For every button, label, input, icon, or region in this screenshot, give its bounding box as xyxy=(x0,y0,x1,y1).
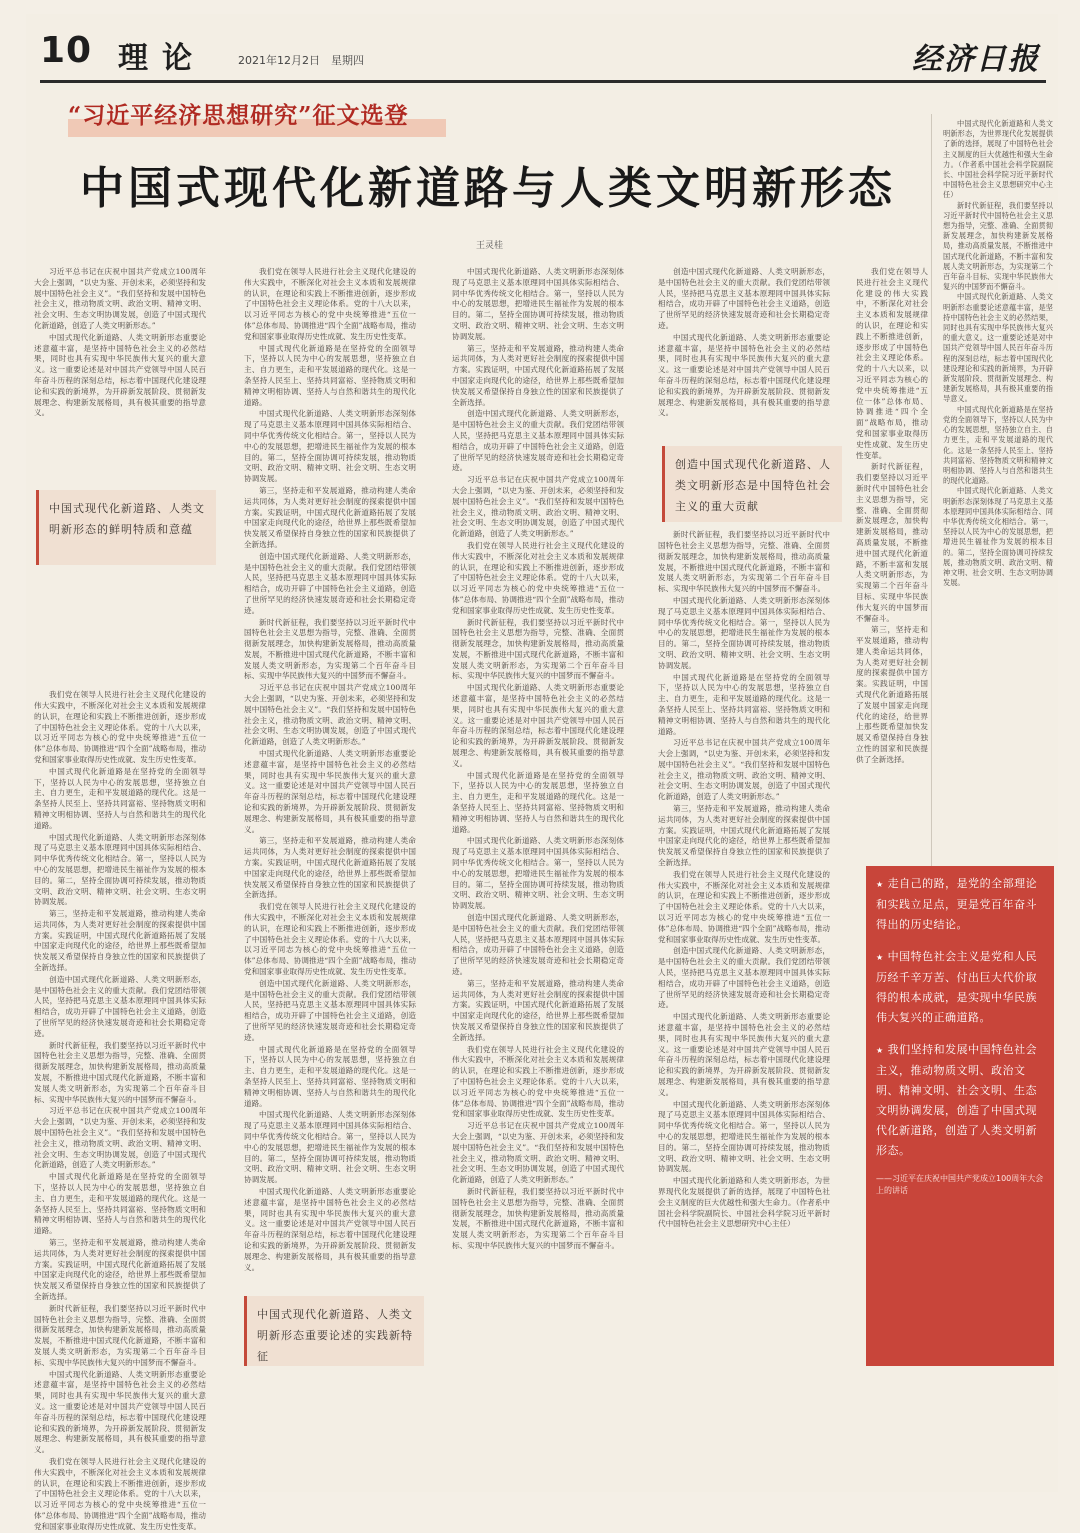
paragraph: 第三，坚持走和平发展道路，推动构建人类命运共同体，为人类对更好社会制度的探索提供中国方案。实践证明，中国式现代化新道路拓展了发展中国家走向现代化的途径，给世界上那些既希望加快发展又希望保持自身独立性的国家和民族提供了全新选择。 xyxy=(452,978,624,1042)
side-paragraph: 中国式现代化新道路和人类文明新形态，为世界现代化发展提供了新的选择，展现了中国特色社会主义制度的巨大优越性和强大生命力。（作者系中国社会科学院副院长、中国社会科学院习近平新时代中国特色社会主义思想研究中心主任） xyxy=(943,119,1053,200)
paragraph: 我们党在领导人民进行社会主义现代化建设的伟大实践中，不断深化对社会主义本质和发展规律的认识，在理论和实践上不断推进创新，逐步形成了中国特色社会主义理论体系。党的十八大以来，以习近平同志为核心的党中央统筹推进“五位一体”总体布局、协调推进“四个全面”战略布局，推动党和国家事业取得历史性成就、发生历史性变革。 xyxy=(856,267,928,460)
pull-quote: ★ 我们坚持和发展中国特色社会主义，推动物质文明、政治文明、精神文明、社会文明、生态文明协调发展，创造了中国式现代化新道路，创造了人类文明新形态。 xyxy=(876,1043,1038,1157)
paragraph: 习近平总书记在庆祝中国共产党成立100周年大会上强调，“以史为鉴、开创未来，必须坚持和发展中国特色社会主义”。“我们坚持和发展中国特色社会主义，推动物质文明、政治文明、精神文明、社会文明、生态文明协调发展，创造了中国式现代化新道路，创造了人类文明新形态。” xyxy=(658,738,830,802)
subhead-text: 创造中国式现代化新道路、人类文明新形态是中国特色社会主义的重大贡献 xyxy=(675,458,831,513)
pull-quote: ★ 中国特色社会主义是党和人民历经千辛万苦、付出巨大代价取得的根本成就，是实现中华民族伟大复兴的正确道路。 xyxy=(876,950,1038,1024)
side-paragraph: 中国式现代化新道路、人类文明新形态深刻体现了马克思主义基本原理同中国具体实际相结合、同中华优秀传统文化相结合。第一，坚持以人民为中心的发展思想，把增进民生福祉作为发展的根本目的。第二，坚持全面协调可持续发展，推动物质文明、政治文明、精神文明、社会文明、生态文明协调发展。 xyxy=(943,486,1053,588)
paragraph: 中国式现代化新道路是在坚持党的全面领导下，坚持以人民为中心的发展思想，坚持独立自主、自力更生，走和平发展道路的现代化。这是一条坚持人民至上、坚持共同富裕、坚持物质文明和精神文明相协调、坚持人与自然和谐共生的现代化道路。 xyxy=(658,672,830,736)
paragraph: 创造中国式现代化新道路、人类文明新形态，是中国特色社会主义的重大贡献。我们党团结带领人民，坚持把马克思主义基本原理同中国具体实际相结合，成功开辟了中国特色社会主义道路，创造了世所罕见的经济快速发展奇迹和社会长期稳定奇迹。 xyxy=(452,913,624,976)
side-paragraph: 新时代新征程，我们要坚持以习近平新时代中国特色社会主义思想为指导，完整、准确、全面贯彻新发展理念，加快构建新发展格局，推动高质量发展，不断推进中国式现代化新道路，不断丰富和发展人类文明新形态，为实现第二个百年奋斗目标、实现中华民族伟大复兴的中国梦而不懈奋斗。 xyxy=(943,200,1053,292)
paragraph: 中国式现代化新道路、人类文明新形态重要论述意蕴丰富，是坚持中国特色社会主义的必然结果，同时也具有实现中华民族伟大复兴的重大意义。这一重要论述是对中国共产党领导中国人民百年奋斗历程的深刻总结，标志着中国现代化建设理论和实践的新境界，为开辟新发展阶段、贯彻新发展理念、构建新发展格局，具有极其重要的指导意义。 xyxy=(658,332,830,418)
paragraph: 中国式现代化新道路、人类文明新形态重要论述意蕴丰富，是坚持中国特色社会主义的必然结果，同时也具有实现中华民族伟大复兴的重大意义。这一重要论述是对中国共产党领导中国人民百年奋斗历程的深刻总结，标志着中国现代化建设理论和实践的新境界，为开辟新发展阶段、贯彻新发展理念、构建新发展格局，具有极其重要的指导意义。 xyxy=(34,1369,206,1455)
paragraph: 创造中国式现代化新道路、人类文明新形态，是中国特色社会主义的重大贡献。我们党团结带领人民，坚持把马克思主义基本原理同中国具体实际相结合，成功开辟了中国特色社会主义道路，创造了世所罕见的经济快速发展奇迹和社会长期稳定奇迹。 xyxy=(452,409,624,473)
paragraph: 新时代新征程，我们要坚持以习近平新时代中国特色社会主义思想为指导，完整、准确、全面贯彻新发展理念，加快构建新发展格局，推动高质量发展，不断推进中国式现代化新道路，不断丰富和发展人类文明新形态，为实现第二个百年奋斗目标、实现中华民族伟大复兴的中国梦而不懈奋斗。 xyxy=(452,1186,624,1250)
subhead-text: 中国式现代化新道路、人类文明新形态重要论述的实践新特征 xyxy=(257,1308,413,1363)
author-byline: 王灵桂 xyxy=(476,241,504,251)
paragraph: 中国式现代化新道路、人类文明新形态深刻体现了马克思主义基本原理同中国具体实际相结合、同中华优秀传统文化相结合。第一，坚持以人民为中心的发展思想，把增进民生福祉作为发展的根本目的。第二，坚持全面协调可持续发展，推动物质文明、政治文明、精神文明、社会文明、生态文明协调发展。 xyxy=(452,267,624,341)
paragraph: 中国式现代化新道路、人类文明新形态重要论述意蕴丰富，是坚持中国特色社会主义的必然结果，同时也具有实现中华民族伟大复兴的重大意义。这一重要论述是对中国共产党领导中国人民百年奋斗历程的深刻总结，标志着中国现代化建设理论和实践的新境界，为开辟新发展阶段、贯彻新发展理念、构建新发展格局，具有极其重要的指导意义。 xyxy=(244,1186,416,1272)
subhead-text: 中国式现代化新道路、人类文明新形态的鲜明特质和意蕴 xyxy=(49,502,205,536)
paragraph: 第三，坚持走和平发展道路，推动构建人类命运共同体，为人类对更好社会制度的探索提供中国方案。实践证明，中国式现代化新道路拓展了发展中国家走向现代化的途径，给世界上那些既希望加快发展又希望保持自身独立性的国家和民族提供了全新选择。 xyxy=(34,909,206,973)
paragraph: 中国式现代化新道路、人类文明新形态深刻体现了马克思主义基本原理同中国具体实际相结合、同中华优秀传统文化相结合。第一，坚持以人民为中心的发展思想，把增进民生福祉作为发展的根本目的。第二，坚持全面协调可持续发展，推动物质文明、政治文明、精神文明、社会文明、生态文明协调发展。 xyxy=(658,1099,830,1174)
page-number: 10 xyxy=(40,30,93,71)
paragraph: 中国式现代化新道路、人类文明新形态重要论述意蕴丰富，是坚持中国特色社会主义的必然结果，同时也具有实现中华民族伟大复兴的重大意义。这一重要论述是对中国共产党领导中国人民百年奋斗历程的深刻总结，标志着中国现代化建设理论和实践的新境界，为开辟新发展阶段、贯彻新发展理念、构建新发展格局，具有极其重要的指导意义。 xyxy=(244,749,416,834)
article-header xyxy=(46,90,930,256)
paragraph: 我们党在领导人民进行社会主义现代化建设的伟大实践中，不断深化对社会主义本质和发展规律的认识，在理论和实践上不断推进创新，逐步形成了中国特色社会主义理论体系。党的十八大以来，以习近平同志为核心的党中央统筹推进“五位一体”总体布局、协调推进“四个全面”战略布局，推动党和国家事业取得历史性成就、发生历史性变革。 xyxy=(244,902,416,976)
paragraph: 新时代新征程，我们要坚持以习近平新时代中国特色社会主义思想为指导，完整、准确、全面贯彻新发展理念，加快构建新发展格局，推动高质量发展，不断推进中国式现代化新道路，不断丰富和发展人类文明新形态，为实现第二个百年奋斗目标、实现中华民族伟大复兴的中国梦而不懈奋斗。 xyxy=(856,462,928,623)
subhead-box-3 xyxy=(662,446,842,522)
paragraph: 中国式现代化新道路、人类文明新形态重要论述意蕴丰富，是坚持中国特色社会主义的必然结果，同时也具有实现中华民族伟大复兴的重大意义。这一重要论述是对中国共产党领导中国人民百年奋斗历程的深刻总结，标志着中国现代化建设理论和实践的新境界，为开辟新发展阶段、贯彻新发展理念、构建新发展格局，具有极其重要的指导意义。 xyxy=(452,683,624,768)
paragraph: 习近平总书记在庆祝中国共产党成立100周年大会上强调，“以史为鉴、开创未来，必须坚持和发展中国特色社会主义”。“我们坚持和发展中国特色社会主义，推动物质文明、政治文明、精神文明、社会文明、生态文明协调发展，创造了中国式现代化新道路，创造了人类文明新形态。” xyxy=(452,1121,624,1185)
issue-date: 2021年12月2日 星期四 xyxy=(238,54,364,67)
paragraph: 第三，坚持走和平发展道路，推动构建人类命运共同体，为人类对更好社会制度的探索提供中国方案。实践证明，中国式现代化新道路拓展了发展中国家走向现代化的途径，给世界上那些既希望加快发展又希望保持自身独立性的国家和民族提供了全新选择。 xyxy=(658,804,830,868)
paragraph: 我们党在领导人民进行社会主义现代化建设的伟大实践中，不断深化对社会主义本质和发展规律的认识，在理论和实践上不断推进创新，逐步形成了中国特色社会主义理论体系。党的十八大以来，以习近平同志为核心的党中央统筹推进“五位一体”总体布局、协调推进“四个全面”战略布局，推动党和国家事业取得历史性成就、发生历史性变革。 xyxy=(452,540,624,615)
paragraph: 中国式现代化新道路、人类文明新形态深刻体现了马克思主义基本原理同中国具体实际相结合、同中华优秀传统文化相结合。第一，坚持以人民为中心的发展思想，把增进民生福祉作为发展的根本目的。第二，坚持全面协调可持续发展，推动物质文明、政治文明、精神文明、社会文明、生态文明协调发展。 xyxy=(244,409,416,484)
side-paragraph: 中国式现代化新道路是在坚持党的全面领导下，坚持以人民为中心的发展思想，坚持独立自主、自力更生，走和平发展道路的现代化。这是一条坚持人民至上、坚持共同富裕、坚持物质文明和精神文明相协调、坚持人与自然和谐共生的现代化道路。 xyxy=(943,404,1053,486)
paragraph: 创造中国式现代化新道路、人类文明新形态，是中国特色社会主义的重大贡献。我们党团结带领人民，坚持把马克思主义基本原理同中国具体实际相结合，成功开辟了中国特色社会主义道路，创造了世所罕见的经济快速发展奇迹和社会长期稳定奇迹。 xyxy=(658,946,830,1010)
paragraph: 中国式现代化新道路是在坚持党的全面领导下，坚持以人民为中心的发展思想，坚持独立自主、自力更生，走和平发展道路的现代化。这是一条坚持人民至上、坚持共同富裕、坚持物质文明和精神文明相协调、坚持人与自然和谐共生的现代化道路。 xyxy=(34,766,206,830)
pull-quote-box xyxy=(866,866,1054,1366)
star-icon: ★ xyxy=(876,1046,884,1055)
paragraph: 中国式现代化新道路是在坚持党的全面领导下，坚持以人民为中心的发展思想，坚持独立自主、自力更生，走和平发展道路的现代化。这是一条坚持人民至上、坚持共同富裕、坚持物质文明和精神文明相协调、坚持人与自然和谐共生的现代化道路。 xyxy=(244,1044,416,1108)
series-title: “习近平经济思想研究”征文选登 xyxy=(68,97,446,137)
star-icon: ★ xyxy=(876,880,884,889)
paragraph: 第三，坚持走和平发展道路，推动构建人类命运共同体，为人类对更好社会制度的探索提供中国方案。实践证明，中国式现代化新道路拓展了发展中国家走向现代化的途径，给世界上那些既希望加快发展又希望保持自身独立性的国家和民族提供了全新选择。 xyxy=(856,625,928,764)
masthead xyxy=(40,30,1046,83)
paragraph: 中国式现代化新道路、人类文明新形态深刻体现了马克思主义基本原理同中国具体实际相结合、同中华优秀传统文化相结合。第一，坚持以人民为中心的发展思想，把增进民生福祉作为发展的根本目的。第二，坚持全面协调可持续发展，推动物质文明、政治文明、精神文明、社会文明、生态文明协调发展。 xyxy=(658,595,830,670)
paragraph: 中国式现代化新道路、人类文明新形态深刻体现了马克思主义基本原理同中国具体实际相结合、同中华优秀传统文化相结合。第一，坚持以人民为中心的发展思想，把增进民生福祉作为发展的根本目的。第二，坚持全面协调可持续发展，推动物质文明、政治文明、精神文明、社会文明、生态文明协调发展。 xyxy=(244,1110,416,1185)
paragraph: 新时代新征程，我们要坚持以习近平新时代中国特色社会主义思想为指导，完整、准确、全面贯彻新发展理念，加快构建新发展格局，推动高质量发展，不断推进中国式现代化新道路，不断丰富和发展人类文明新形态，为实现第二个百年奋斗目标、实现中华民族伟大复兴的中国梦而不懈奋斗。 xyxy=(658,530,830,594)
paragraph: 习近平总书记在庆祝中国共产党成立100周年大会上强调，“以史为鉴、开创未来，必须坚持和发展中国特色社会主义”。“我们坚持和发展中国特色社会主义，推动物质文明、政治文明、精神文明、社会文明、生态文明协调发展，创造了中国式现代化新道路，创造了人类文明新形态。” xyxy=(452,475,624,539)
paragraph: 我们党在领导人民进行社会主义现代化建设的伟大实践中，不断深化对社会主义本质和发展规律的认识，在理论和实践上不断推进创新，逐步形成了中国特色社会主义理论体系。党的十八大以来，以习近平同志为核心的党中央统筹推进“五位一体”总体布局、协调推进“四个全面”战略布局，推动党和国家事业取得历史性成就、发生历史性变革。 xyxy=(34,1456,206,1531)
paragraph: 第三，坚持走和平发展道路，推动构建人类命运共同体，为人类对更好社会制度的探索提供中国方案。实践证明，中国式现代化新道路拓展了发展中国家走向现代化的途径，给世界上那些既希望加快发展又希望保持自身独立性的国家和民族提供了全新选择。 xyxy=(452,343,624,407)
paragraph: 新时代新征程，我们要坚持以习近平新时代中国特色社会主义思想为指导，完整、准确、全面贯彻新发展理念，加快构建新发展格局，推动高质量发展，不断推进中国式现代化新道路，不断丰富和发展人类文明新形态，为实现第二个百年奋斗目标、实现中华民族伟大复兴的中国梦而不懈奋斗。 xyxy=(34,1303,206,1367)
paragraph: 创造中国式现代化新道路、人类文明新形态，是中国特色社会主义的重大贡献。我们党团结带领人民，坚持把马克思主义基本原理同中国具体实际相结合，成功开辟了中国特色社会主义道路，创造了世所罕见的经济快速发展奇迹和社会长期稳定奇迹。 xyxy=(244,978,416,1042)
pull-quote: ★ 走自己的路，是党的全部理论和实践立足点，更是党百年奋斗得出的历史结论。 xyxy=(876,877,1038,931)
paragraph: 习近平总书记在庆祝中国共产党成立100周年大会上强调，“以史为鉴、开创未来，必须坚持和发展中国特色社会主义”。“我们坚持和发展中国特色社会主义，推动物质文明、政治文明、精神文明、社会文明、生态文明协调发展，创造了中国式现代化新道路，创造了人类文明新形态。” xyxy=(34,1106,206,1170)
paragraph: 创造中国式现代化新道路、人类文明新形态，是中国特色社会主义的重大贡献。我们党团结带领人民，坚持把马克思主义基本原理同中国具体实际相结合，成功开辟了中国特色社会主义道路，创造了世所罕见的经济快速发展奇迹和社会长期稳定奇迹。 xyxy=(34,974,206,1038)
paragraph: 中国式现代化新道路和人类文明新形态，为世界现代化发展提供了新的选择，展现了中国特色社会主义制度的巨大优越性和强大生命力。（作者系中国社会科学院副院长、中国社会科学院习近平新时代中国特色社会主义思想研究中心主任） xyxy=(658,1176,830,1229)
text-column-3 xyxy=(452,267,624,1489)
paragraph: 创造中国式现代化新道路、人类文明新形态，是中国特色社会主义的重大贡献。我们党团结带领人民，坚持把马克思主义基本原理同中国具体实际相结合，成功开辟了中国特色社会主义道路，创造了世所罕见的经济快速发展奇迹和社会长期稳定奇迹。 xyxy=(658,267,830,330)
paragraph: 中国式现代化新道路是在坚持党的全面领导下，坚持以人民为中心的发展思想，坚持独立自主、自力更生，走和平发展道路的现代化。这是一条坚持人民至上、坚持共同富裕、坚持物质文明和精神文明相协调、坚持人与自然和谐共生的现代化道路。 xyxy=(244,343,416,407)
paragraph: 中国式现代化新道路、人类文明新形态深刻体现了马克思主义基本原理同中国具体实际相结合、同中华优秀传统文化相结合。第一，坚持以人民为中心的发展思想，把增进民生福祉作为发展的根本目的。第二，坚持全面协调可持续发展，推动物质文明、政治文明、精神文明、社会文明、生态文明协调发展。 xyxy=(34,832,206,907)
paragraph: 我们党在领导人民进行社会主义现代化建设的伟大实践中，不断深化对社会主义本质和发展规律的认识，在理论和实践上不断推进创新，逐步形成了中国特色社会主义理论体系。党的十八大以来，以习近平同志为核心的党中央统筹推进“五位一体”总体布局、协调推进“四个全面”战略布局，推动党和国家事业取得历史性成就、发生历史性变革。 xyxy=(244,267,416,341)
section-name: 理论 xyxy=(118,41,206,76)
paragraph: 中国式现代化新道路是在坚持党的全面领导下，坚持以人民为中心的发展思想，坚持独立自主、自力更生，走和平发展道路的现代化。这是一条坚持人民至上、坚持共同富裕、坚持物质文明和精神文明相协调、坚持人与自然和谐共生的现代化道路。 xyxy=(452,770,624,834)
text-column-5 xyxy=(856,267,928,867)
subhead-box-1 xyxy=(36,490,216,565)
paragraph: 我们党在领导人民进行社会主义现代化建设的伟大实践中，不断深化对社会主义本质和发展规律的认识，在理论和实践上不断推进创新，逐步形成了中国特色社会主义理论体系。党的十八大以来，以习近平同志为核心的党中央统筹推进“五位一体”总体布局、协调推进“四个全面”战略布局，推动党和国家事业取得历史性成就、发生历史性变革。 xyxy=(452,1044,624,1119)
paragraph: 新时代新征程，我们要坚持以习近平新时代中国特色社会主义思想为指导，完整、准确、全面贯彻新发展理念，加快构建新发展格局，推动高质量发展，不断推进中国式现代化新道路，不断丰富和发展人类文明新形态，为实现第二个百年奋斗目标、实现中华民族伟大复兴的中国梦而不懈奋斗。 xyxy=(34,1040,206,1104)
paragraph: 中国式现代化新道路、人类文明新形态深刻体现了马克思主义基本原理同中国具体实际相结合、同中华优秀传统文化相结合。第一，坚持以人民为中心的发展思想，把增进民生福祉作为发展的根本目的。第二，坚持全面协调可持续发展，推动物质文明、政治文明、精神文明、社会文明、生态文明协调发展。 xyxy=(452,836,624,911)
paragraph: 新时代新征程，我们要坚持以习近平新时代中国特色社会主义思想为指导，完整、准确、全面贯彻新发展理念，加快构建新发展格局，推动高质量发展，不断推进中国式现代化新道路，不断丰富和发展人类文明新形态，为实现第二个百年奋斗目标、实现中华民族伟大复兴的中国梦而不懈奋斗。 xyxy=(244,617,416,681)
paragraph: 中国式现代化新道路、人类文明新形态重要论述意蕴丰富，是坚持中国特色社会主义的必然结果，同时也具有实现中华民族伟大复兴的重大意义。这一重要论述是对中国共产党领导中国人民百年奋斗历程的深刻总结，标志着中国现代化建设理论和实践的新境界，为开辟新发展阶段、贯彻新发展理念、构建新发展格局，具有极其重要的指导意义。 xyxy=(658,1012,830,1097)
text-column-1 xyxy=(34,267,206,1531)
paragraph: 创造中国式现代化新道路、人类文明新形态，是中国特色社会主义的重大贡献。我们党团结带领人民，坚持把马克思主义基本原理同中国具体实际相结合，成功开辟了中国特色社会主义道路，创造了世所罕见的经济快速发展奇迹和社会长期稳定奇迹。 xyxy=(244,551,416,615)
paragraph: 中国式现代化新道路是在坚持党的全面领导下，坚持以人民为中心的发展思想，坚持独立自主、自力更生，走和平发展道路的现代化。这是一条坚持人民至上、坚持共同富裕、坚持物质文明和精神文明相协调、坚持人与自然和谐共生的现代化道路。 xyxy=(34,1172,206,1236)
newspaper-logo: 经济日报 xyxy=(912,42,1040,77)
paragraph: 习近平总书记在庆祝中国共产党成立100周年大会上强调，“以史为鉴、开创未来，必须坚持和发展中国特色社会主义”。“我们坚持和发展中国特色社会主义，推动物质文明、政治文明、精神文明、社会文明、生态文明协调发展，创造了中国式现代化新道路，创造了人类文明新形态。” xyxy=(244,683,416,747)
paragraph: 第三，坚持走和平发展道路，推动构建人类命运共同体，为人类对更好社会制度的探索提供中国方案。实践证明，中国式现代化新道路拓展了发展中国家走向现代化的途径，给世界上那些既希望加快发展又希望保持自身独立性的国家和民族提供了全新选择。 xyxy=(244,836,416,900)
column-divider xyxy=(931,114,932,874)
paragraph: 习近平总书记在庆祝中国共产党成立100周年大会上强调，“以史为鉴、开创未来，必须坚持和发展中国特色社会主义”。“我们坚持和发展中国特色社会主义，推动物质文明、政治文明、精神文明、社会文明、生态文明协调发展，创造了中国式现代化新道路，创造了人类文明新形态。” xyxy=(34,267,206,330)
star-icon: ★ xyxy=(876,953,884,962)
subhead-box-2 xyxy=(244,1296,424,1366)
side-paragraph: 中国式现代化新道路、人类文明新形态重要论述意蕴丰富，是坚持中国特色社会主义的必然结果，同时也具有实现中华民族伟大复兴的重大意义。这一重要论述是对中国共产党领导中国人民百年奋斗历程的深刻总结，标志着中国现代化建设理论和实践的新境界，为开辟新发展阶段、贯彻新发展理念、构建新发展格局，具有极其重要的指导意义。 xyxy=(943,292,1053,404)
paragraph: 中国式现代化新道路、人类文明新形态重要论述意蕴丰富，是坚持中国特色社会主义的必然结果，同时也具有实现中华民族伟大复兴的重大意义。这一重要论述是对中国共产党领导中国人民百年奋斗历程的深刻总结，标志着中国现代化建设理论和实践的新境界，为开辟新发展阶段、贯彻新发展理念、构建新发展格局，具有极其重要的指导意义。 xyxy=(34,332,206,418)
side-column xyxy=(943,119,1053,862)
paragraph: 我们党在领导人民进行社会主义现代化建设的伟大实践中，不断深化对社会主义本质和发展规律的认识，在理论和实践上不断推进创新，逐步形成了中国特色社会主义理论体系。党的十八大以来，以习近平同志为核心的党中央统筹推进“五位一体”总体布局、协调推进“四个全面”战略布局，推动党和国家事业取得历史性成就、发生历史性变革。 xyxy=(658,869,830,944)
headline: 中国式现代化新道路与人类文明新形态 xyxy=(80,163,896,214)
newspaper-page xyxy=(26,14,1058,1531)
paragraph: 第三，坚持走和平发展道路，推动构建人类命运共同体，为人类对更好社会制度的探索提供中国方案。实践证明，中国式现代化新道路拓展了发展中国家走向现代化的途径，给世界上那些既希望加快发展又希望保持自身独立性的国家和民族提供了全新选择。 xyxy=(244,485,416,549)
quote-source: ——习近平在庆祝中国共产党成立100周年大会上的讲话 xyxy=(876,1174,1044,1195)
paragraph: 新时代新征程，我们要坚持以习近平新时代中国特色社会主义思想为指导，完整、准确、全面贯彻新发展理念，加快构建新发展格局，推动高质量发展，不断推进中国式现代化新道路，不断丰富和发展人类文明新形态，为实现第二个百年奋斗目标、实现中华民族伟大复兴的中国梦而不懈奋斗。 xyxy=(452,617,624,681)
paragraph: 我们党在领导人民进行社会主义现代化建设的伟大实践中，不断深化对社会主义本质和发展规律的认识，在理论和实践上不断推进创新，逐步形成了中国特色社会主义理论体系。党的十八大以来，以习近平同志为核心的党中央统筹推进“五位一体”总体布局、协调推进“四个全面”战略布局，推动党和国家事业取得历史性成就、发生历史性变革。 xyxy=(34,690,206,764)
paragraph: 第三，坚持走和平发展道路，推动构建人类命运共同体，为人类对更好社会制度的探索提供中国方案。实践证明，中国式现代化新道路拓展了发展中国家走向现代化的途径，给世界上那些既希望加快发展又希望保持自身独立性的国家和民族提供了全新选择。 xyxy=(34,1238,206,1301)
